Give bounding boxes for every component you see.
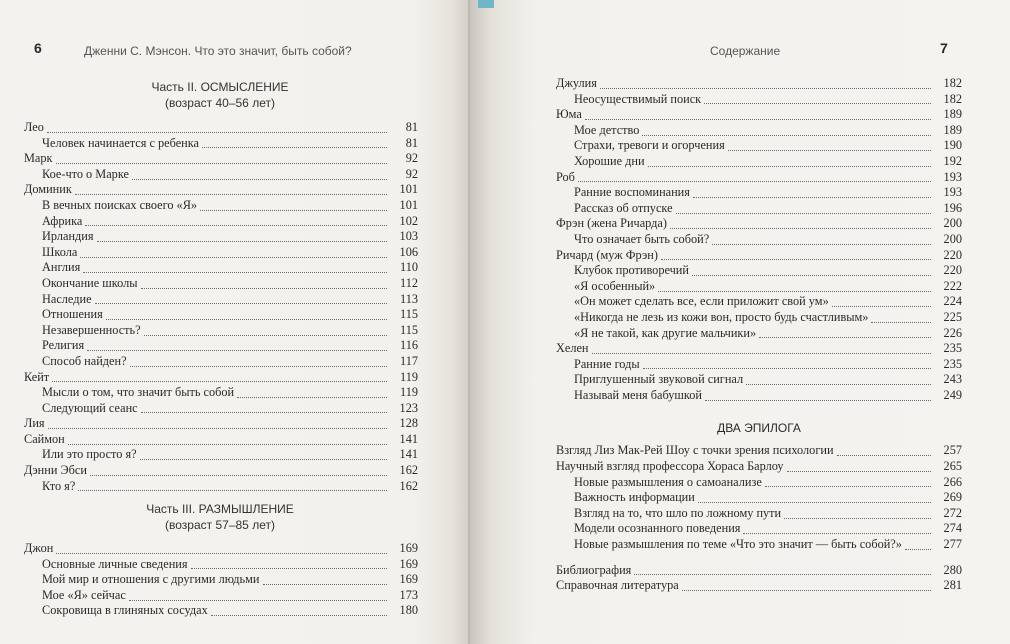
toc-entry-title: Новые размышления по теме «Что это значит — быть собой?» xyxy=(574,537,902,552)
toc-entry-page: 224 xyxy=(943,294,962,309)
toc-leader-dots xyxy=(140,450,387,460)
toc-entry xyxy=(24,572,418,588)
toc-entry-title: Способ найден? xyxy=(42,353,127,368)
toc-entry-title: Ранние годы xyxy=(574,356,640,371)
toc-leader-dots xyxy=(47,123,387,133)
toc-entry-page: 277 xyxy=(943,537,962,552)
toc-entry-page: 269 xyxy=(943,490,962,505)
toc-entry xyxy=(556,475,962,491)
toc-leader-dots xyxy=(141,279,388,289)
toc-leader-dots xyxy=(52,372,387,382)
toc-entry xyxy=(24,214,418,230)
toc-leader-dots xyxy=(106,310,387,320)
toc-entry-page: 141 xyxy=(399,431,418,446)
toc-entry-title: Саймон xyxy=(24,431,65,446)
toc-leader-dots xyxy=(56,544,387,554)
toc-entry-page: 235 xyxy=(943,356,962,371)
toc-entry-title: «Никогда не лезь из кожи вон, просто будь счастливым» xyxy=(574,309,869,324)
toc-entry xyxy=(556,578,962,594)
toc-entry-page: 101 xyxy=(399,182,418,197)
toc-entry-page: 123 xyxy=(399,400,418,415)
toc-entry-title: Отношения xyxy=(42,307,103,322)
toc-entry xyxy=(24,432,418,448)
toc-entry xyxy=(556,123,962,139)
toc-entry-page: 169 xyxy=(399,541,418,555)
toc-entry xyxy=(24,557,418,573)
toc-entry-title: Мое детство xyxy=(574,122,640,137)
toc-entry-page: 115 xyxy=(400,307,418,322)
toc-entry-page: 189 xyxy=(943,107,962,122)
toc-entry-page: 225 xyxy=(943,309,962,324)
epilogues-title: ДВА ЭПИЛОГА xyxy=(717,421,801,436)
toc-entry-title: Или это просто я? xyxy=(42,447,137,462)
toc-leader-dots xyxy=(642,126,931,136)
toc-leader-dots xyxy=(704,94,931,104)
toc-entry xyxy=(556,459,962,475)
toc-entry-title: Кое-что о Марке xyxy=(42,166,129,181)
toc-leader-dots xyxy=(68,435,387,445)
part3-title: Часть III. РАЗМЫШЛЕНИЕ xyxy=(146,502,294,516)
toc-entry xyxy=(24,447,418,463)
toc-leader-dots xyxy=(78,481,387,491)
toc-entry xyxy=(24,416,418,432)
toc-entry-title: Кейт xyxy=(24,369,50,384)
toc-leader-dots xyxy=(578,172,931,182)
toc-leader-dots xyxy=(905,540,931,550)
toc-entry-title: Роб xyxy=(556,169,575,184)
toc-entry-title: Англия xyxy=(42,260,81,275)
toc-entry-page: 162 xyxy=(399,478,418,493)
right-page xyxy=(470,0,1010,644)
toc-entry-page: 81 xyxy=(405,120,418,134)
toc-entry-title: Человек начинается с ребенка xyxy=(42,135,200,150)
toc-entry xyxy=(24,541,418,557)
toc-entry xyxy=(24,276,418,292)
toc-entry-title: Взгляд Лиз Мак-Рей Шоу с точки зрения психологии xyxy=(556,443,834,458)
toc-entry-page: 92 xyxy=(405,166,418,181)
toc-leader-dots xyxy=(48,419,387,429)
toc-leader-dots xyxy=(211,606,387,616)
toc-entry-title: Что означает быть собой? xyxy=(574,231,710,246)
toc-leader-dots xyxy=(692,266,931,276)
toc-entry-page: 112 xyxy=(400,275,418,290)
toc-entry-page: 190 xyxy=(943,138,962,153)
toc-leader-dots xyxy=(202,138,387,148)
toc-entry xyxy=(556,537,962,553)
toc-leader-dots xyxy=(263,575,388,585)
part3-subtitle: (возраст 57–85 лет) xyxy=(165,518,275,532)
toc-leader-dots xyxy=(712,235,931,245)
toc-entry-title: Лео xyxy=(24,120,44,134)
toc-entry xyxy=(24,463,418,479)
toc-entry-title: Наследие xyxy=(42,291,92,306)
toc-entry-title: Джулия xyxy=(556,76,597,90)
part2-subtitle: (возраст 40–56 лет) xyxy=(165,96,275,110)
toc-entry-title: Библиография xyxy=(556,562,632,577)
toc-leader-dots xyxy=(592,344,931,354)
toc-entry xyxy=(556,521,962,537)
toc-entry xyxy=(24,338,418,354)
toc-leader-dots xyxy=(130,357,387,367)
toc-entry-page: 189 xyxy=(943,122,962,137)
toc-entry-page: 272 xyxy=(943,505,962,520)
toc-entry-page: 192 xyxy=(943,153,962,168)
toc-entry-page: 180 xyxy=(399,603,418,618)
toc-entry-title: Хелен xyxy=(556,341,589,356)
toc-entry xyxy=(24,588,418,604)
toc-entry-page: 103 xyxy=(399,229,418,244)
toc-entry xyxy=(556,294,962,310)
left-page-number: 6 xyxy=(34,40,42,56)
toc-entry-page: 281 xyxy=(943,578,962,593)
toc-entry xyxy=(556,326,962,342)
toc-entry-page: 257 xyxy=(943,443,962,458)
toc-entry-title: Доминик xyxy=(24,182,72,197)
toc-entry-title: Неосуществимый поиск xyxy=(574,91,702,106)
part2-toc xyxy=(24,120,418,494)
toc-entry-title: Новые размышления о самоанализе xyxy=(574,474,762,489)
toc-entry-page: 119 xyxy=(400,369,418,384)
toc-entry-page: 220 xyxy=(943,247,962,262)
toc-entry-page: 266 xyxy=(943,474,962,489)
toc-entry-title: Следующий сеанс xyxy=(42,400,138,415)
toc-entry-title: «Он может сделать все, если приложит свой ум» xyxy=(574,294,829,309)
toc-leader-dots xyxy=(676,204,931,214)
toc-entry-page: 173 xyxy=(399,587,418,602)
toc-entry xyxy=(24,370,418,386)
toc-leader-dots xyxy=(784,509,931,519)
toc-entry-page: 226 xyxy=(943,325,962,340)
toc-entry-page: 249 xyxy=(943,387,962,402)
toc-entry-title: Джон xyxy=(24,541,54,555)
toc-entry xyxy=(24,307,418,323)
toc-entry-title: Называй меня бабушкой xyxy=(574,387,702,402)
toc-entry-title: Приглушенный звуковой сигнал xyxy=(574,372,744,387)
toc-entry-title: Рассказ об отпуске xyxy=(574,200,673,215)
toc-entry xyxy=(556,201,962,217)
toc-entry xyxy=(556,388,962,404)
toc-entry xyxy=(24,323,418,339)
right-toc xyxy=(556,76,962,594)
toc-entry xyxy=(24,151,418,167)
toc-entry xyxy=(556,563,962,579)
toc-entry-page: 182 xyxy=(943,76,962,90)
toc-entry-title: Клубок противоречий xyxy=(574,263,689,278)
toc-leader-dots xyxy=(871,313,931,323)
toc-entry-page: 102 xyxy=(399,213,418,228)
toc-entry-page: 169 xyxy=(399,556,418,571)
toc-leader-dots xyxy=(144,326,387,336)
toc-entry-title: Африка xyxy=(42,213,83,228)
toc-entry xyxy=(24,198,418,214)
toc-entry xyxy=(556,216,962,232)
toc-entry xyxy=(24,120,418,136)
toc-entry-page: 81 xyxy=(405,135,418,150)
toc-leader-dots xyxy=(634,565,931,575)
toc-leader-dots xyxy=(237,388,387,398)
toc-leader-dots xyxy=(87,341,387,351)
toc-entry-title: Хорошие дни xyxy=(574,153,645,168)
toc-entry-title: Дэнни Эбси xyxy=(24,463,87,478)
toc-entry-page: 193 xyxy=(943,185,962,200)
toc-entry-title: Ричард (муж Фрэн) xyxy=(556,247,658,262)
toc-entry-page: 92 xyxy=(405,151,418,166)
toc-entry xyxy=(24,479,418,495)
toc-leader-dots xyxy=(141,403,387,413)
toc-entry-title: Лия xyxy=(24,416,45,431)
toc-entry xyxy=(24,167,418,183)
toc-leader-dots xyxy=(832,297,931,307)
toc-entry-title: Взгляд на то, что шло по ложному пути xyxy=(574,505,782,520)
toc-entry xyxy=(24,260,418,276)
toc-entry-page: 116 xyxy=(400,338,418,353)
toc-leader-dots xyxy=(600,79,931,89)
toc-leader-dots xyxy=(75,185,387,195)
toc-entry xyxy=(556,248,962,264)
toc-entry-title: В вечных поисках своего «Я» xyxy=(42,197,198,212)
toc-leader-dots xyxy=(658,282,931,292)
toc-leader-dots xyxy=(95,294,387,304)
toc-entry xyxy=(556,357,962,373)
toc-leader-dots xyxy=(643,359,931,369)
toc-entry xyxy=(556,490,962,506)
toc-leader-dots xyxy=(743,524,931,534)
toc-leader-dots xyxy=(85,216,387,226)
toc-entry-title: Справочная литература xyxy=(556,578,679,593)
part2-heading xyxy=(24,79,416,111)
toc-entry xyxy=(556,341,962,357)
toc-entry-page: 222 xyxy=(943,278,962,293)
toc-entry-page: 113 xyxy=(400,291,418,306)
toc-entry-page: 162 xyxy=(399,463,418,478)
toc-leader-dots xyxy=(90,466,387,476)
toc-entry-title: Важность информации xyxy=(574,490,695,505)
toc-entry xyxy=(556,107,962,123)
toc-leader-dots xyxy=(746,375,931,385)
toc-entry-title: «Я не такой, как другие мальчики» xyxy=(574,325,757,340)
toc-entry xyxy=(24,603,418,619)
toc-entry-title: Модели осознанного поведения xyxy=(574,521,741,536)
toc-leader-dots xyxy=(670,219,931,229)
toc-entry xyxy=(24,401,418,417)
toc-leader-dots xyxy=(648,157,931,167)
epilogue-toc-entries xyxy=(556,443,962,552)
toc-entry xyxy=(24,385,418,401)
toc-entry xyxy=(556,76,962,92)
toc-leader-dots xyxy=(682,581,931,591)
toc-leader-dots xyxy=(728,141,931,151)
toc-entry-title: Научный взгляд профессора Хораса Барлоу xyxy=(556,459,784,474)
toc-leader-dots xyxy=(693,188,931,198)
toc-entry-title: Мысли о том, что значит быть собой xyxy=(42,385,235,400)
toc-leader-dots xyxy=(661,250,931,260)
toc-leader-dots xyxy=(132,170,387,180)
toc-entry-page: 200 xyxy=(943,216,962,231)
toc-leader-dots xyxy=(787,462,931,472)
toc-entry-title: Страхи, тревоги и огорчения xyxy=(574,138,725,153)
toc-entry xyxy=(24,292,418,308)
toc-entry xyxy=(556,263,962,279)
toc-entry xyxy=(24,354,418,370)
toc-entry-page: 196 xyxy=(943,200,962,215)
toc-entry-page: 101 xyxy=(399,197,418,212)
toc-entry-page: 235 xyxy=(943,341,962,356)
toc-entry-page: 106 xyxy=(399,244,418,259)
page-clip xyxy=(478,0,494,8)
end-toc-entries xyxy=(556,563,962,594)
right-toc-entries xyxy=(556,76,962,403)
toc-entry-title: Религия xyxy=(42,338,85,353)
toc-entry-title: Школа xyxy=(42,244,78,259)
toc-entry xyxy=(556,372,962,388)
toc-entry xyxy=(24,182,418,198)
toc-entry-page: 243 xyxy=(943,372,962,387)
toc-entry xyxy=(556,92,962,108)
toc-entry-page: 169 xyxy=(399,572,418,587)
toc-entry-page: 128 xyxy=(399,416,418,431)
part3-heading xyxy=(24,501,416,533)
toc-leader-dots xyxy=(705,391,931,401)
toc-entry-page: 193 xyxy=(943,169,962,184)
toc-entry-title: Окончание школы xyxy=(42,275,138,290)
toc-entry-page: 119 xyxy=(400,385,418,400)
toc-entry-title: Сокровища в глиняных сосудах xyxy=(42,603,208,618)
toc-leader-dots xyxy=(759,328,931,338)
left-page xyxy=(0,0,470,644)
toc-entry xyxy=(556,279,962,295)
toc-entry-title: Основные личные сведения xyxy=(42,556,188,571)
toc-entry xyxy=(24,245,418,261)
toc-leader-dots xyxy=(765,477,931,487)
toc-leader-dots xyxy=(80,248,387,258)
toc-entry-page: 141 xyxy=(399,447,418,462)
toc-entry xyxy=(556,310,962,326)
toc-entry-page: 182 xyxy=(943,91,962,106)
toc-entry-page: 117 xyxy=(400,353,418,368)
toc-entry xyxy=(556,506,962,522)
toc-entry-page: 265 xyxy=(943,459,962,474)
toc-entry xyxy=(556,185,962,201)
toc-entry-title: Фрэн (жена Ричарда) xyxy=(556,216,667,231)
toc-entry-title: Мой мир и отношения с другими людьми xyxy=(42,572,260,587)
toc-leader-dots xyxy=(56,154,387,164)
toc-leader-dots xyxy=(83,263,387,273)
toc-entry-title: Ирландия xyxy=(42,229,94,244)
toc-entry xyxy=(556,443,962,459)
toc-entry-page: 200 xyxy=(943,231,962,246)
toc-leader-dots xyxy=(837,446,931,456)
toc-leader-dots xyxy=(129,591,387,601)
toc-entry-page: 115 xyxy=(400,322,418,337)
toc-entry-title: Юма xyxy=(556,107,582,122)
toc-entry-title: Марк xyxy=(24,151,53,166)
toc-entry-title: Ранние воспоминания xyxy=(574,185,690,200)
toc-entry xyxy=(556,154,962,170)
toc-entry-page: 280 xyxy=(943,562,962,577)
right-running-head: Содержание xyxy=(710,44,781,58)
toc-entry xyxy=(556,170,962,186)
toc-entry xyxy=(24,229,418,245)
toc-leader-dots xyxy=(191,559,387,569)
toc-leader-dots xyxy=(97,232,387,242)
toc-leader-dots xyxy=(585,110,931,120)
toc-leader-dots xyxy=(698,493,931,503)
toc-entry xyxy=(24,136,418,152)
toc-entry xyxy=(556,232,962,248)
right-page-number: 7 xyxy=(940,40,948,56)
toc-entry xyxy=(556,138,962,154)
part3-toc xyxy=(24,541,418,619)
toc-leader-dots xyxy=(200,201,387,211)
toc-entry-page: 274 xyxy=(943,521,962,536)
toc-entry-title: Незавершенность? xyxy=(42,322,141,337)
left-running-head: Дженни С. Мэнсон. Что это значит, быть собой? xyxy=(84,44,352,58)
toc-entry-title: Кто я? xyxy=(42,478,76,493)
toc-entry-title: «Я особенный» xyxy=(574,278,656,293)
toc-entry-page: 110 xyxy=(400,260,418,275)
part2-title: Часть II. ОСМЫСЛЕНИЕ xyxy=(151,80,289,94)
toc-entry-page: 220 xyxy=(943,263,962,278)
toc-entry-title: Мое «Я» сейчас xyxy=(42,587,126,602)
